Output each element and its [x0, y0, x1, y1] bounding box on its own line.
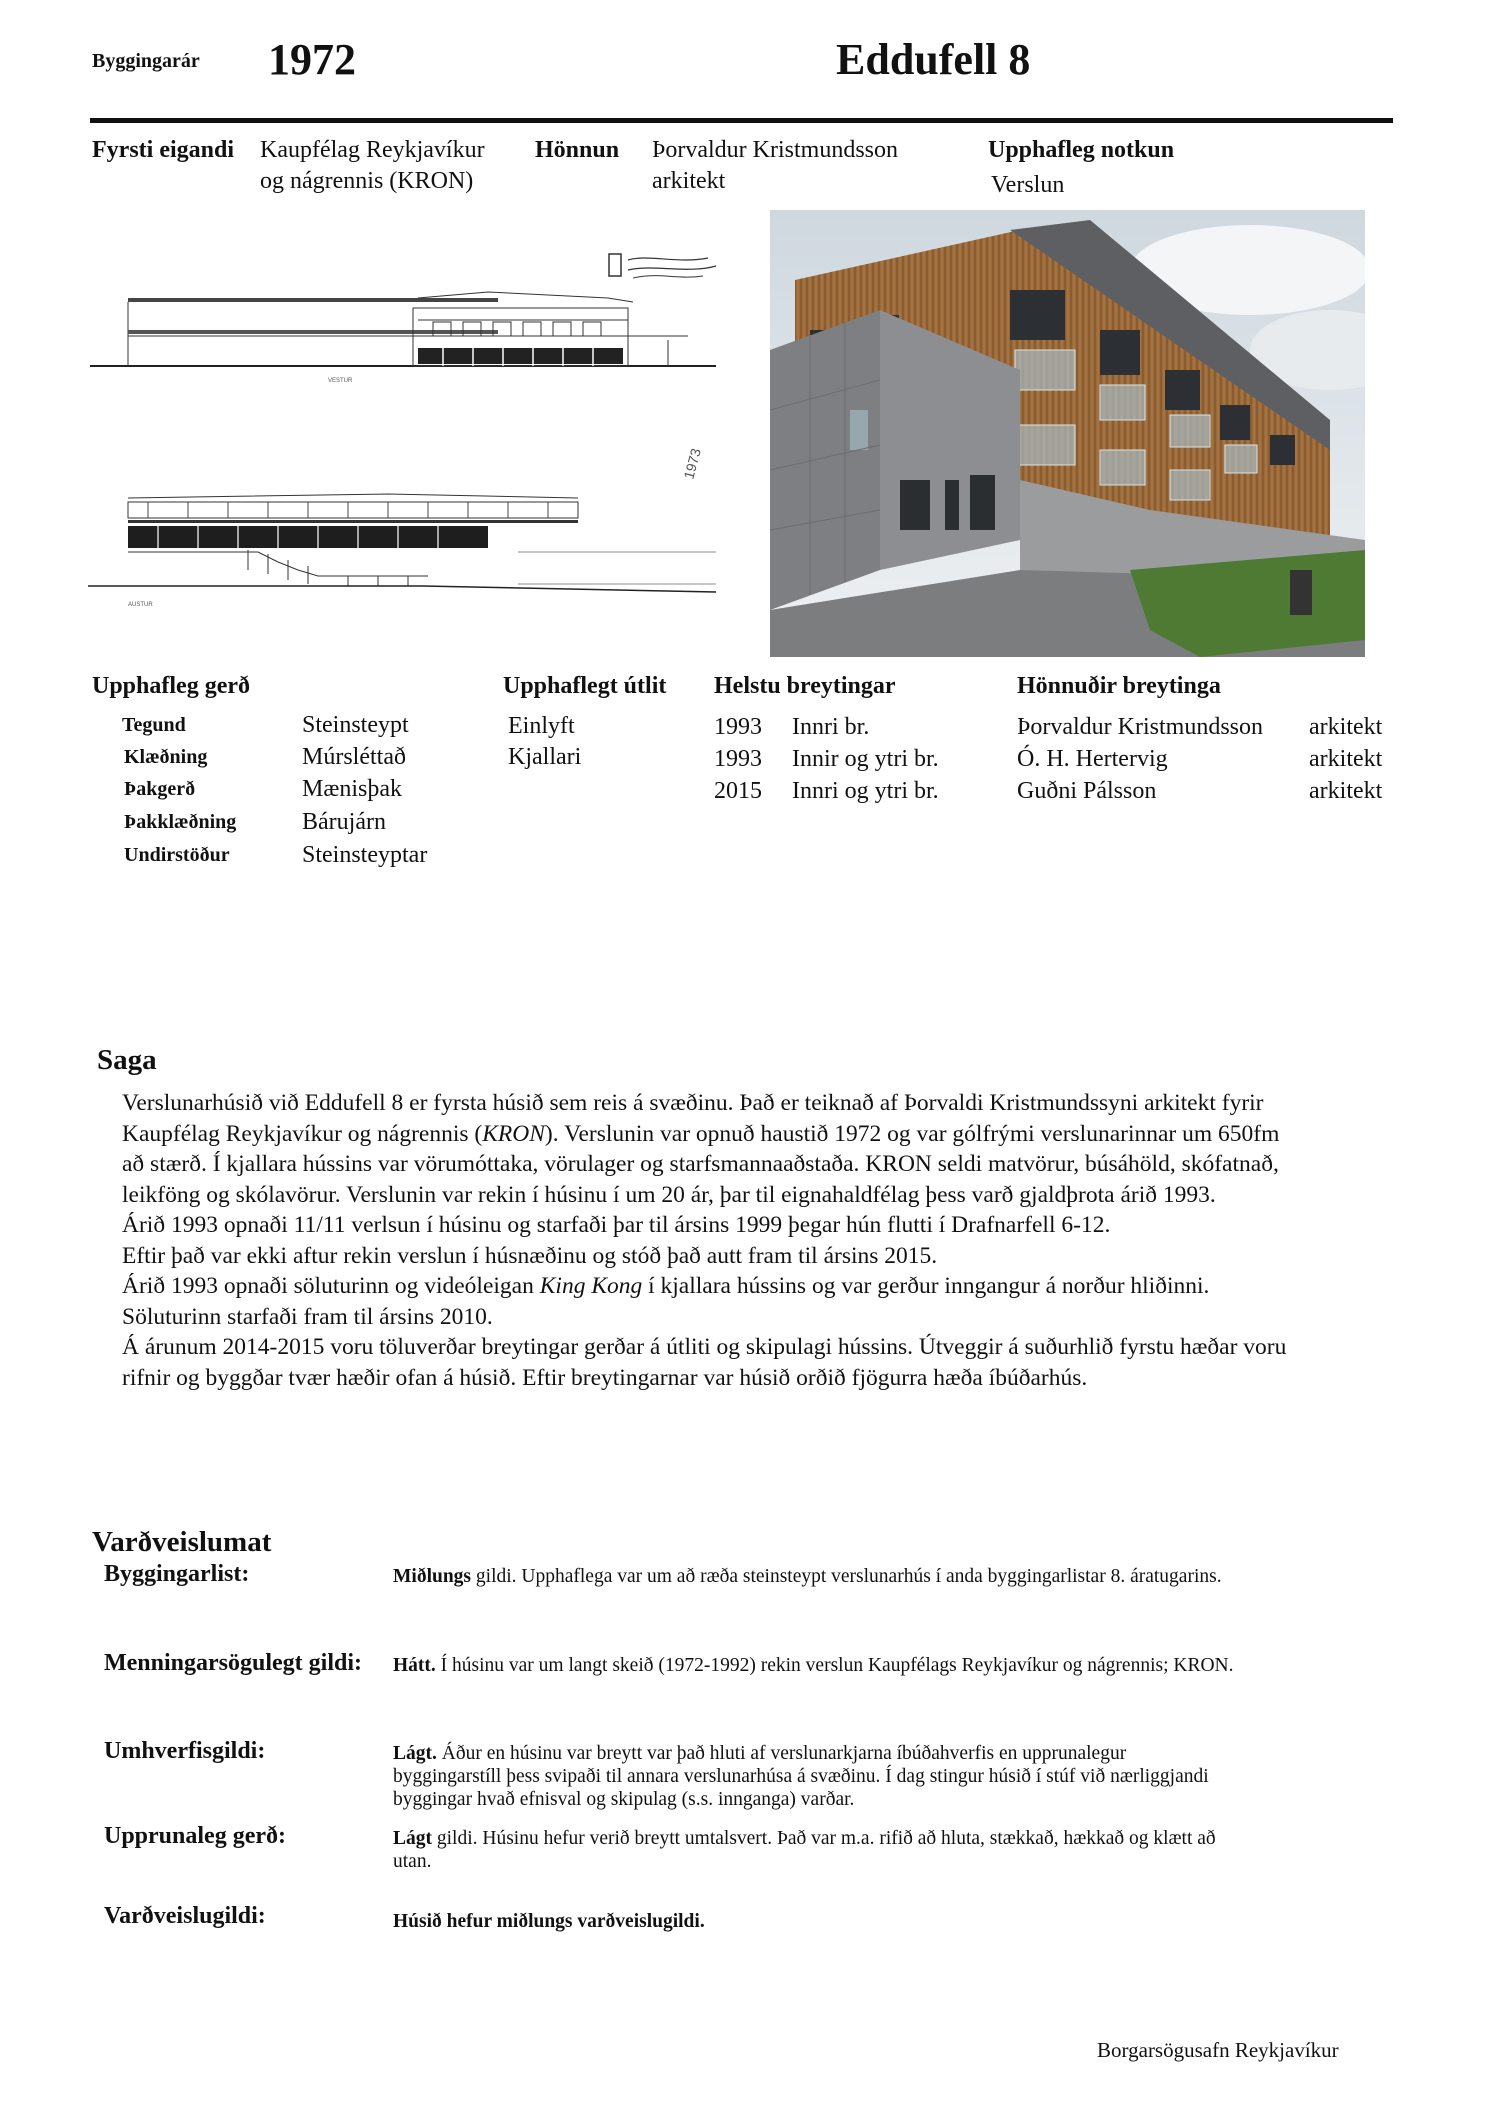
elevation-east — [88, 494, 716, 608]
preservation-value: Húsið hefur miðlungs varðveislugildi. — [393, 1911, 705, 1932]
architectural-drawings — [88, 250, 728, 620]
cladding-label: Klæðning — [124, 746, 208, 768]
roof-cladding-label: Þakklæðning — [124, 811, 237, 833]
design-label: Hönnun — [535, 137, 620, 163]
svg-text:AUSTUR: AUSTUR — [128, 602, 153, 608]
designer-row: Guðni Pálsson arkitekt — [1017, 778, 1383, 804]
look-item: Einlyft — [508, 713, 575, 739]
original-form-value: Lágt gildi. Húsinu hefur verið breytt umtalsvert. Það var m.a. rifið að hluta, stækkað, hækkað og klætt að utan. — [393, 1828, 1216, 1872]
change-designers-table — [1017, 711, 1397, 807]
year-label: Byggingarár — [92, 50, 200, 72]
roof-type-value: Mænisþak — [302, 776, 403, 802]
building-photo — [770, 210, 1365, 657]
change-row: 1993 Innir og ytri br. — [714, 746, 939, 772]
look-item: Kjallari — [508, 744, 582, 770]
assessment-heading: Varðveislumat — [92, 1526, 272, 1558]
designer-row: Ó. H. Hertervig arkitekt — [1017, 746, 1383, 772]
original-look-list — [508, 711, 581, 773]
original-type-table — [122, 712, 442, 872]
svg-text:VESTUR: VESTUR — [328, 378, 353, 384]
original-look-heading: Upphaflegt útlit — [503, 673, 667, 699]
original-use-label: Upphafleg notkun — [988, 137, 1175, 163]
architecture-value: Miðlungs gildi. Upphaflega var um að ræða steinsteypt verslunarhús í anda byggingarlistar 8. áratugarins. — [393, 1566, 1222, 1587]
first-owner-label: Fyrsti eigandi — [92, 137, 234, 163]
elevation-west — [90, 292, 716, 384]
saga-heading: Saga — [97, 1044, 157, 1076]
change-row: 1993 Innri br. — [714, 714, 870, 740]
changes-table — [714, 711, 974, 807]
saga-text: Verslunarhúsið við Eddufell 8 er fyrsta húsið sem reis á svæðinu. Það er teiknað af Þorvaldi Kristmundssyni arkitekt fyrir Kaupfélag Reykjavíkur og nágrennis (KRON). Verslunin var opnuð haustið 1972 og var gólfrými verslunarinnar um 650fm að stærð. Í kjallara hússins var vörumóttaka, vörulager og starfsmannaaðstaða. KRON seldi matvörur, búsáhöld, skófatnað, leikföng og skólavörur. Verslunin var rekin í húsinu í um 20 ár, þar til eignahaldfélag þess varð gjaldþrota árið 1993. Árið 1993 opnaði 11/11 verlsun í húsinu og starfaði þar til ársins 1999 þegar hún flutti í Drafnarfell 6-12. Eftir það var ekki aftur rekin verslun í húsnæðinu og stóð það autt fram til ársins 2015. Árið 1993 opnaði söluturinn og videóleigan King Kong í kjallara hússins og var gerður inngangur á norður hliðinni. Söluturinn starfaði fram til ársins 2010. Á árunum 2014-2015 voru töluverðar breytingar gerðar á útliti og skipulagi hússins. Útveggir á suðurhlið fyrstu hæðar voru rifnir og byggðar tvær hæðir ofan á húsið. Eftir breytingarnar var húsið orðið fjögurra hæða íbúðarhús. — [122, 1090, 1287, 1391]
first-owner-value: Kaupfélag Reykjavíkur og nágrennis (KRON) — [260, 137, 485, 194]
original-use-value: Verslun — [991, 172, 1065, 198]
foundation-value: Steinsteyptar — [302, 842, 428, 868]
designer-value: Þorvaldur Kristmundsson arkitekt — [652, 137, 898, 194]
header-divider — [90, 118, 1393, 123]
construction-year: 1972 — [268, 35, 356, 84]
roof-cladding-value: Bárujárn — [302, 809, 386, 835]
change-designers-heading: Hönnuðir breytinga — [1017, 673, 1221, 699]
cultural-label: Menningarsögulegt gildi: — [104, 1650, 363, 1676]
cladding-value: Múrsléttað — [302, 744, 406, 770]
svg-text:1973: 1973 — [680, 446, 704, 481]
type-label: Tegund — [122, 714, 186, 736]
environment-label: Umhverfisgildi: — [104, 1738, 266, 1764]
preservation-label: Varðveislugildi: — [104, 1903, 266, 1929]
change-row: 2015 Innri og ytri br. — [714, 778, 939, 804]
approval-stamp — [609, 254, 716, 278]
foundation-label: Undirstöður — [124, 844, 230, 866]
cultural-value: Hátt. Í húsinu var um langt skeið (1972-1992) rekin verslun Kaupfélags Reykjavíkur og nágrennis; KRON. — [393, 1655, 1234, 1676]
type-value: Steinsteypt — [302, 712, 409, 738]
architecture-label: Byggingarlist: — [104, 1561, 250, 1587]
roof-type-label: Þakgerð — [124, 778, 196, 800]
changes-heading: Helstu breytingar — [714, 673, 896, 699]
environment-value: Lágt. Áður en húsinu var breytt var það hluti af verslunarkjarna íbúðahverfis en upprunalegur byggingarstíll þess svipaði til annara verslunarhúsa á svæðinu. Í dag stingur húsið í stúf við nærliggjandi byggingar hvað efnisval og skipulag (s.s. innganga) varðar. — [393, 1743, 1209, 1810]
page-title: Eddufell 8 — [836, 35, 1031, 84]
original-form-label: Upprunaleg gerð: — [104, 1823, 286, 1849]
original-type-heading: Upphafleg gerð — [92, 673, 250, 699]
designer-row: Þorvaldur Kristmundsson arkitekt — [1017, 714, 1383, 740]
footer-source: Borgarsögusafn Reykjavíkur — [1097, 2038, 1339, 2062]
